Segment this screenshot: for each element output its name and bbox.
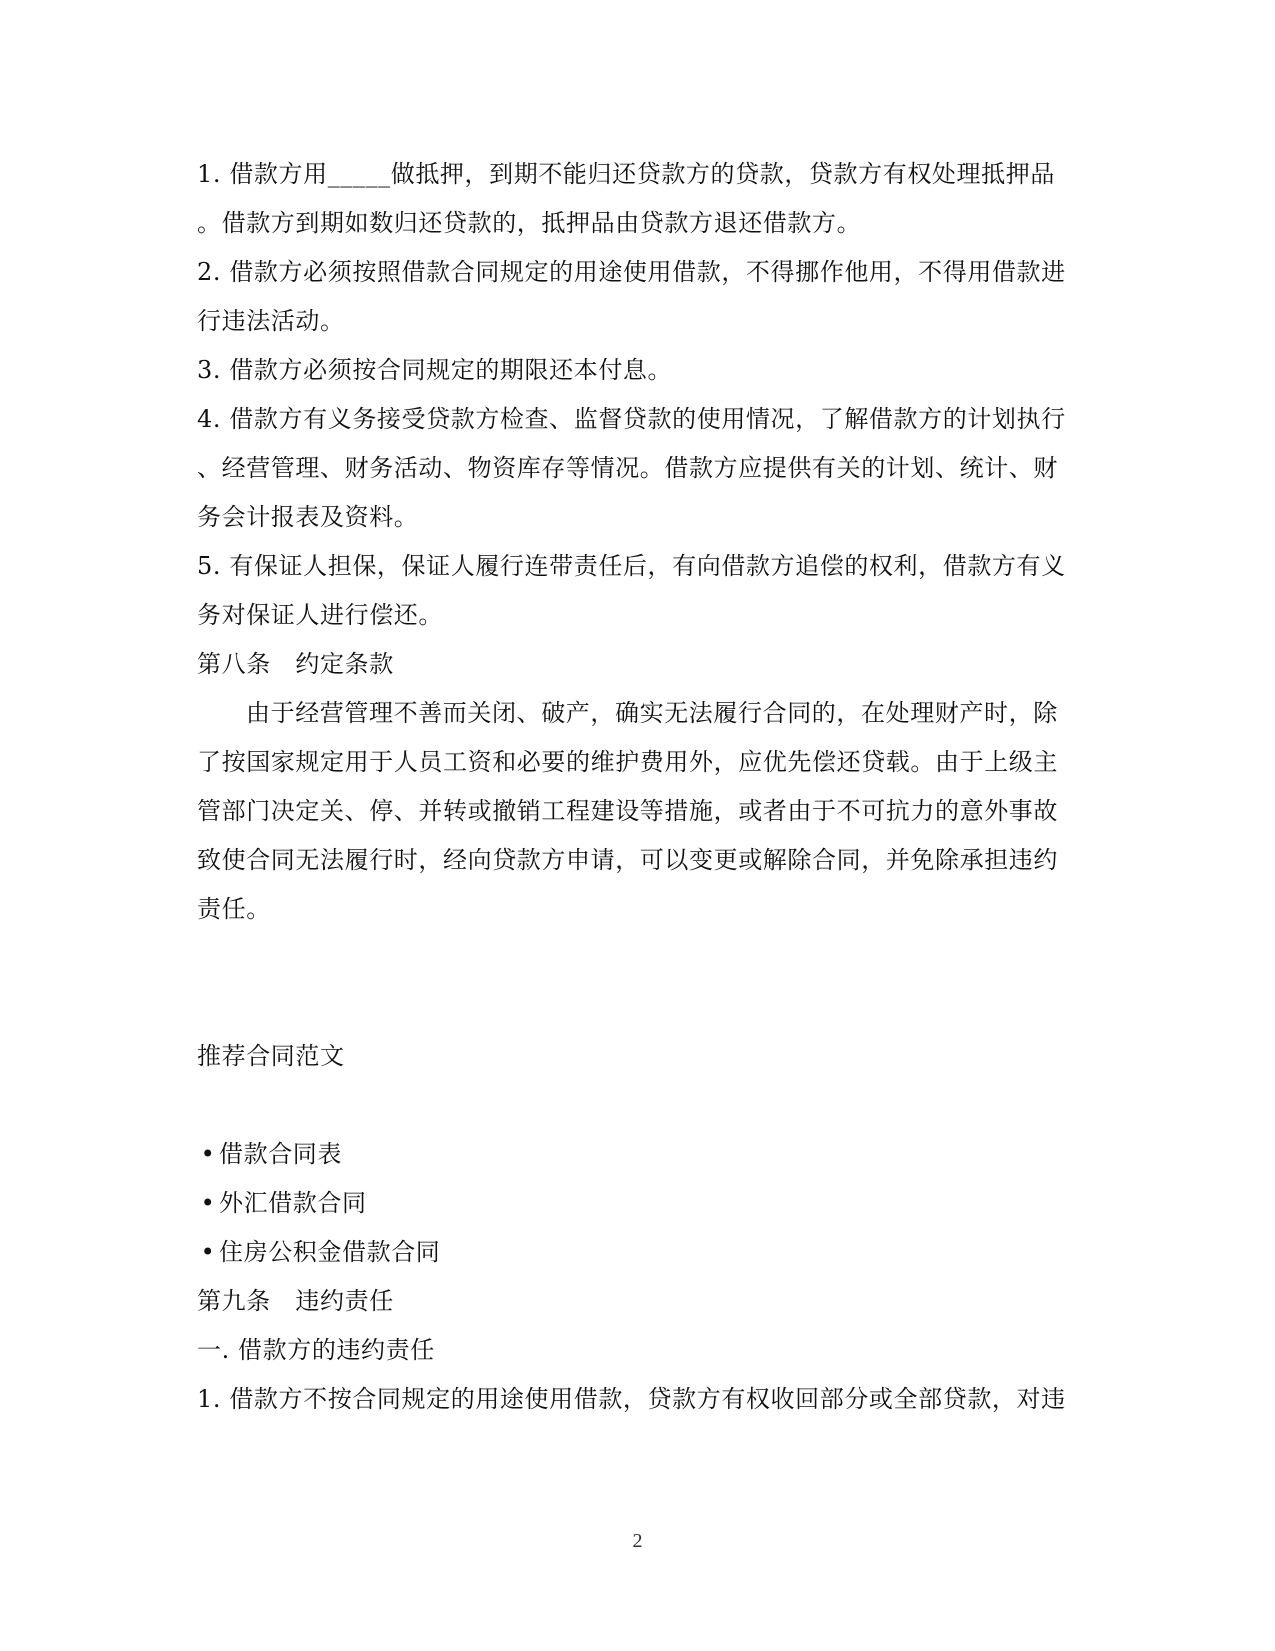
text-line: 务对保证人进行偿还。: [197, 601, 443, 629]
recommend-link-label[interactable]: 借款合同表: [219, 1140, 342, 1168]
text-line: 务会计报表及资料。: [197, 503, 419, 531]
spacer: [197, 1081, 1077, 1130]
text-line: 致使合同无法履行时，经向贷款方申请，可以变更或解除合同，并免除承担违约: [197, 846, 1058, 874]
recommend-link-item[interactable]: [197, 1130, 1077, 1179]
section-heading: 一. 借款方的违约责任: [197, 1336, 435, 1364]
bullet-icon: •: [200, 1189, 216, 1217]
article-heading: 第九条 违约责任: [197, 1287, 394, 1315]
document-body: [197, 150, 1077, 1424]
text-line: 、经营管理、财务活动、物资库存等情况。借款方应提供有关的计划、统计、财: [197, 454, 1058, 482]
text-line: 2. 借款方必须按照借款合同规定的用途使用借款，不得挪作他用，不得用借款进: [197, 258, 1066, 286]
text-line: 4. 借款方有义务接受贷款方检查、监督贷款的使用情况，了解借款方的计划执行: [197, 405, 1066, 433]
recommend-link-label[interactable]: 外汇借款合同: [219, 1189, 367, 1217]
spacer: [197, 934, 1077, 1032]
page-number: 2: [632, 1530, 643, 1552]
text-line: 行违法活动。: [197, 307, 345, 335]
article-heading: 第八条 约定条款: [197, 650, 394, 678]
recommend-link-item[interactable]: [197, 1179, 1077, 1228]
text-line: 管部门决定关、停、并转或撤销工程建设等措施，或者由于不可抗力的意外事故: [197, 797, 1058, 825]
recommend-link-label[interactable]: 住房公积金借款合同: [219, 1238, 441, 1266]
recommend-title: 推荐合同范文: [197, 1042, 345, 1070]
text-line: 5. 有保证人担保，保证人履行连带责任后，有向借款方追偿的权利，借款方有义: [197, 552, 1066, 580]
text-line: 1. 借款方不按合同规定的用途使用借款，贷款方有权收回部分或全部贷款，对违: [197, 1385, 1066, 1413]
text-line: 1. 借款方用_____做抵押，到期不能归还贷款方的贷款，贷款方有权处理抵押品: [197, 160, 1055, 188]
text-line: 3. 借款方必须按合同规定的期限还本付息。: [197, 356, 673, 384]
recommend-link-item[interactable]: [197, 1228, 1077, 1277]
bullet-icon: •: [200, 1140, 216, 1168]
text-line: 责任。: [197, 895, 271, 923]
text-line: 由于经营管理不善而关闭、破产，确实无法履行合同的，在处理财产时，除: [246, 699, 1058, 727]
bullet-icon: •: [200, 1238, 216, 1266]
text-line: 。借款方到期如数归还贷款的，抵押品由贷款方退还借款方。: [197, 209, 862, 237]
text-line: 了按国家规定用于人员工资和必要的维护费用外，应优先偿还贷载。由于上级主: [197, 748, 1058, 776]
